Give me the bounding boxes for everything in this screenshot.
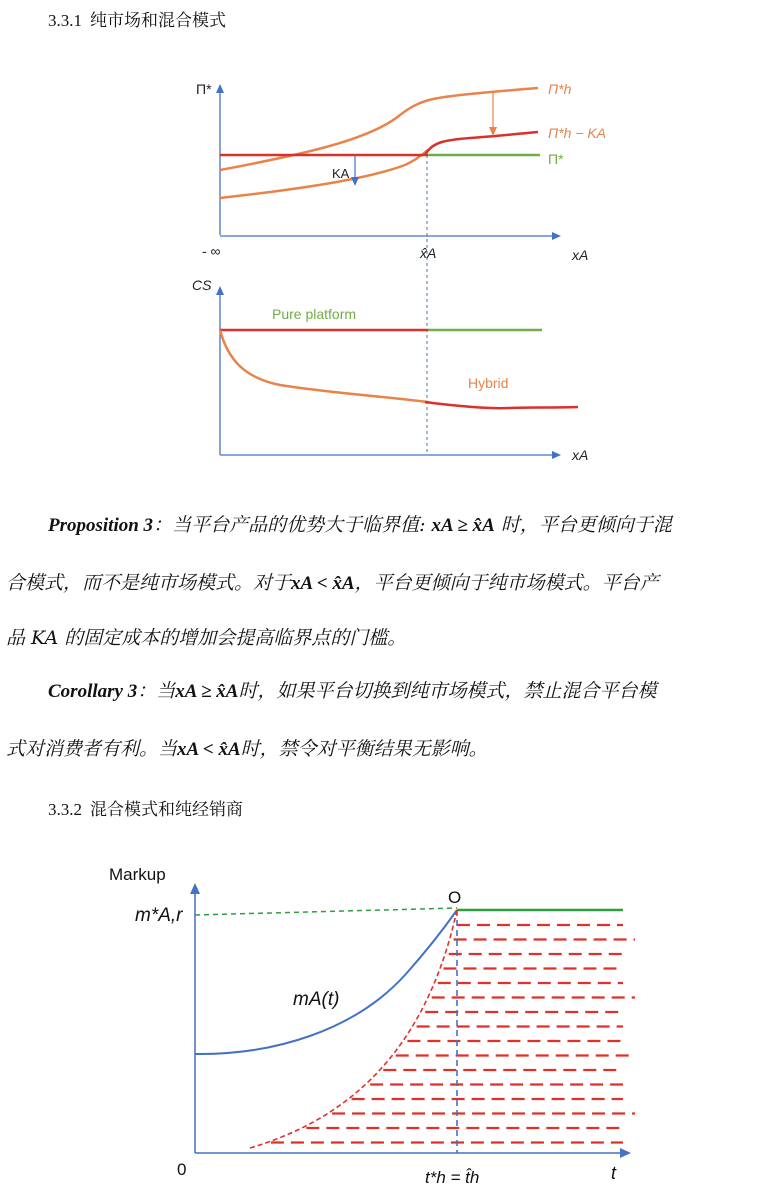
- orange-drop-arrow-head: [489, 127, 497, 136]
- corollary-condition-1: xA ≥ x̂A: [175, 681, 239, 702]
- red-dashed-curve: [250, 910, 457, 1148]
- curve-red-hybrid: [425, 132, 538, 155]
- ka-arrow-head: [351, 177, 359, 186]
- x-tick-t-h: t*h = t̂h: [425, 1168, 480, 1187]
- x-label-t: t: [611, 1163, 617, 1183]
- cs-hybrid-red: [425, 402, 578, 408]
- section-number: 3.3.2: [48, 800, 82, 819]
- label-pure-platform: Pure platform: [272, 306, 357, 322]
- section-heading-3-3-1: [48, 6, 226, 31]
- y-axis-arrow: [190, 883, 200, 894]
- top-x-label: xA: [572, 247, 589, 263]
- label-pi-h-minus-ka: Π*h − KA: [548, 125, 607, 141]
- section-heading-3-3-2: [48, 795, 243, 820]
- top-y-label: Π*: [196, 81, 212, 97]
- green-dashed-reference: [195, 908, 457, 915]
- proposition-condition-1: xA ≥ x̂A: [431, 515, 495, 536]
- cs-hybrid-curve: [220, 330, 428, 402]
- top-x-axis-arrow: [552, 232, 561, 240]
- x-axis-arrow: [620, 1148, 631, 1158]
- proposition-3-line-3: [0, 623, 768, 653]
- corollary-3-line-1: [0, 676, 768, 707]
- proposition-3-line-1: [0, 510, 768, 541]
- corollary-condition-2: xA < x̂A: [177, 739, 241, 760]
- corollary-label: Corollary 3: [48, 681, 138, 702]
- label-hybrid: Hybrid: [468, 375, 509, 391]
- red-dashed-hatching: [271, 925, 635, 1143]
- proposition-colon: ：: [153, 514, 173, 536]
- proposition-text-3: 合模式，而不是纯市场模式。对于: [6, 572, 292, 594]
- label-x-hat: x̂A: [420, 245, 437, 261]
- curve-label-m-a-t: mA(t): [293, 989, 340, 1010]
- corollary-text-3: 式对消费者有利。当: [6, 738, 178, 760]
- curve-m-a-t: [195, 910, 457, 1054]
- bottom-x-axis-arrow: [552, 451, 561, 459]
- proposition-text-4: ，平台更倾向于纯市场模式。平台产: [354, 572, 659, 594]
- top-y-axis-arrow: [216, 84, 224, 93]
- proposition-text-5: 品 KA 的固定成本的增加会提高临界点的门槛。: [6, 627, 407, 649]
- origin-label: 0: [177, 1160, 187, 1179]
- section-number: 3.3.1: [48, 11, 82, 30]
- corollary-colon: ：: [137, 680, 157, 702]
- label-neg-inf: - ∞: [202, 243, 221, 259]
- corollary-3-line-2: [0, 734, 768, 765]
- proposition-text-1: 当平台产品的优势大于临界值:: [172, 514, 432, 536]
- section-title: 混合模式和纯经销商: [90, 800, 243, 819]
- label-m-ar: m*A,r: [135, 905, 183, 926]
- label-pi-h: Π*h: [548, 81, 572, 97]
- label-pi-star: Π*: [548, 151, 564, 167]
- section-title: 纯市场和混合模式: [90, 11, 226, 30]
- bottom-y-label: CS: [192, 277, 212, 293]
- y-label-markup: Markup: [109, 865, 166, 884]
- label-ka: KA: [332, 166, 350, 181]
- corollary-text-2: 时，如果平台切换到纯市场模式，禁止混合平台模: [238, 680, 657, 702]
- corollary-text-1: 当: [156, 680, 176, 702]
- bottom-x-label: xA: [572, 447, 589, 463]
- corollary-text-4: 时，禁令对平衡结果无影响。: [240, 738, 488, 760]
- bottom-y-axis-arrow: [216, 286, 224, 295]
- proposition-3-line-2: [0, 568, 768, 599]
- proposition-text-2: 时，平台更倾向于混: [500, 514, 672, 536]
- proposition-condition-2: xA < x̂A: [291, 573, 355, 594]
- curve-pi-h-minus-ka-lower: [220, 150, 428, 198]
- figure-1-profit-and-cs: [170, 60, 610, 470]
- figure-2-markup: [95, 855, 640, 1190]
- proposition-label: Proposition 3: [48, 515, 154, 536]
- point-o-label: O: [448, 888, 462, 907]
